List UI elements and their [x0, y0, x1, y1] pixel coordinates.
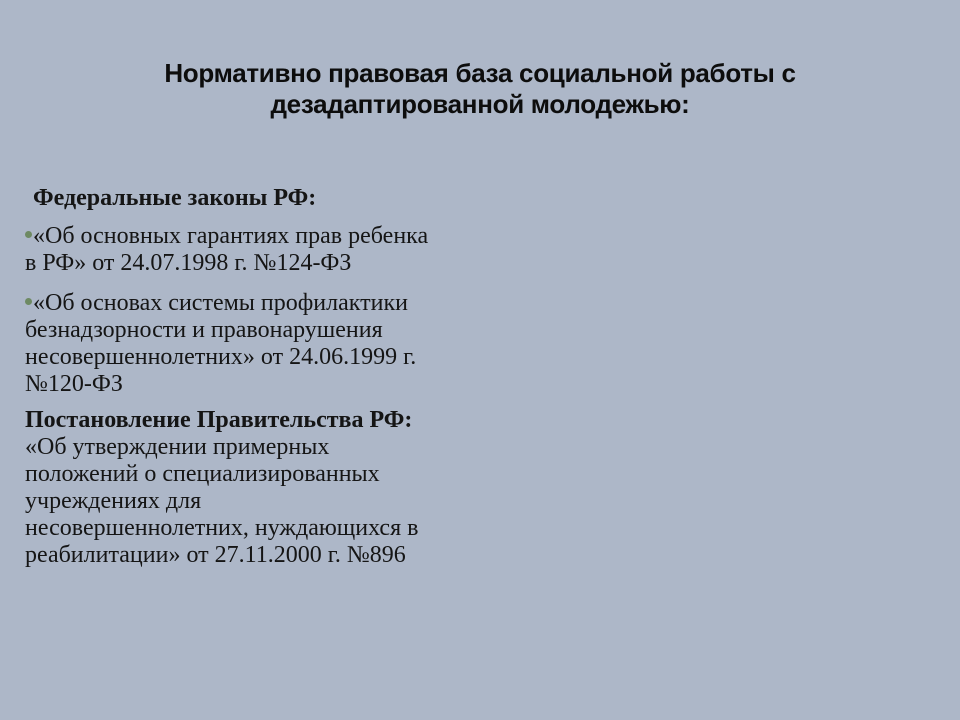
bullet-item-law-124: [25, 223, 483, 277]
paragraph-line: реабилитации» от 27.11.2000 г. №896: [25, 542, 406, 568]
bullet-line: №120-ФЗ: [25, 371, 123, 397]
paragraph-government-decree: [25, 407, 483, 569]
bullet-item-law-120: [25, 290, 483, 398]
bullet-dot-icon: [25, 231, 32, 238]
bullet-line: [25, 223, 483, 250]
bullet-text: «Об основах системы профилактики: [33, 290, 408, 316]
bullet-line: безнадзорности и правонарушения: [25, 317, 383, 343]
paragraph-line: «Об утверждении примерных: [25, 434, 330, 460]
bullet-line: [25, 290, 483, 317]
heading-government-decree: Постановление Правительства РФ:: [25, 407, 413, 433]
paragraph-line: несовершеннолетних, нуждающихся в: [25, 515, 419, 541]
heading-federal-laws: Федеральные законы РФ:: [33, 185, 317, 211]
paragraph-line: положений о специализированных: [25, 461, 380, 487]
slide-title: [80, 58, 880, 120]
slide-title-line-2: дезадаптированной молодежью:: [270, 89, 690, 119]
bullet-line: несовершеннолетних» от 24.06.1999 г.: [25, 344, 417, 370]
bullet-line: в РФ» от 24.07.1998 г. №124-ФЗ: [25, 250, 352, 276]
bullet-dot-icon: [25, 298, 32, 305]
paragraph-line: учреждениях для: [25, 488, 202, 514]
bullet-text: «Об основных гарантиях прав ребенка: [33, 223, 429, 249]
slide-title-line-1: Нормативно правовая база социальной работы с: [164, 58, 796, 88]
slide-body: [25, 185, 483, 569]
